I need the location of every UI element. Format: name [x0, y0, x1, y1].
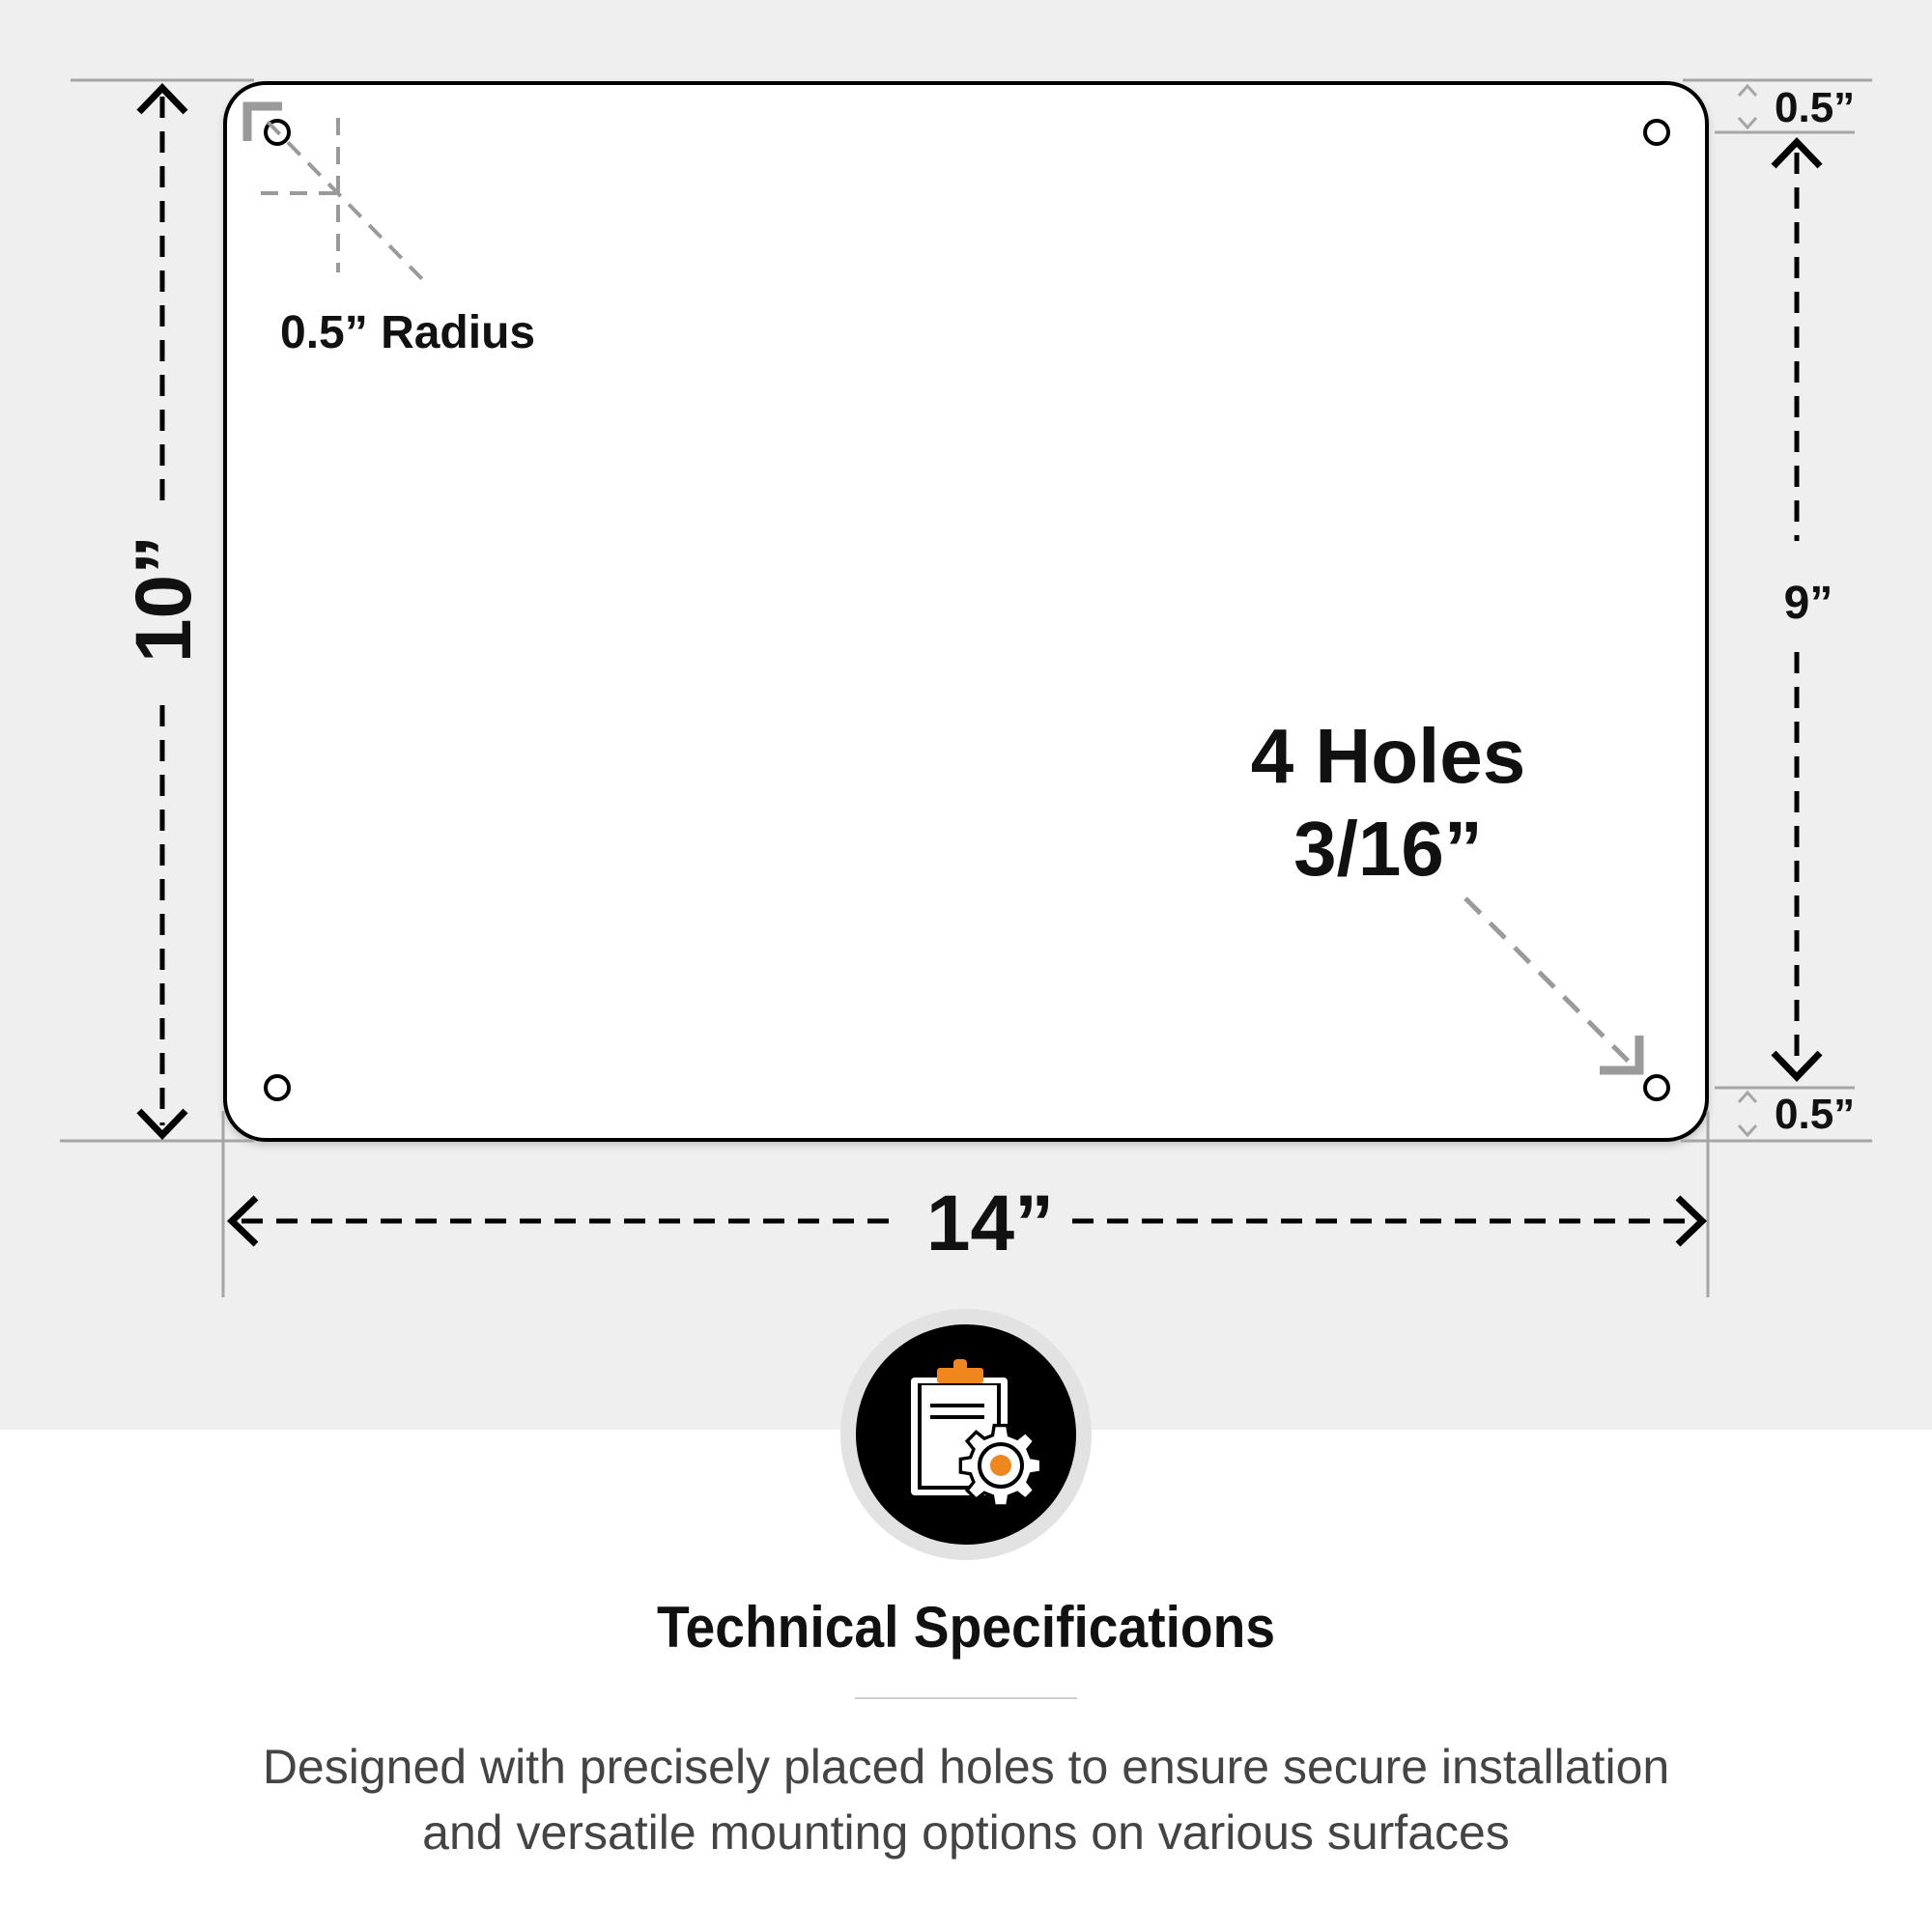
specs-description-line-2: and versatile mounting options on various surfaces: [422, 1805, 1510, 1860]
sign-panel: [225, 83, 1707, 1140]
radius-label: 0.5” Radius: [280, 307, 536, 358]
specs-title: Technical Specifications: [656, 1595, 1276, 1660]
bottom-margin-label: 0.5”: [1775, 1091, 1856, 1138]
specs-divider: [855, 1697, 1077, 1699]
holes-size-label: 3/16”: [1293, 806, 1483, 892]
specs-description: [145, 1734, 1787, 1865]
clipboard-gear-icon: [840, 1309, 1092, 1560]
height-label: 10”: [120, 534, 208, 664]
mounting-hole-top-right: [1645, 121, 1668, 144]
right-guides: [1681, 80, 1872, 1141]
holes-count-label: 4 Holes: [1250, 713, 1526, 799]
specs-icon-badge: [840, 1309, 1092, 1560]
mounting-hole-bottom-left: [266, 1076, 289, 1099]
bottom-margin-arrow: [1739, 1093, 1756, 1135]
width-label: 14”: [925, 1179, 1055, 1267]
hole-spacing-label: 9”: [1783, 578, 1833, 629]
specs-description-line-1: Designed with precisely placed holes to ensure secure installation: [262, 1740, 1670, 1794]
top-margin-label: 0.5”: [1775, 84, 1856, 131]
top-margin-arrow: [1739, 86, 1756, 128]
mounting-hole-bottom-right: [1645, 1076, 1668, 1099]
